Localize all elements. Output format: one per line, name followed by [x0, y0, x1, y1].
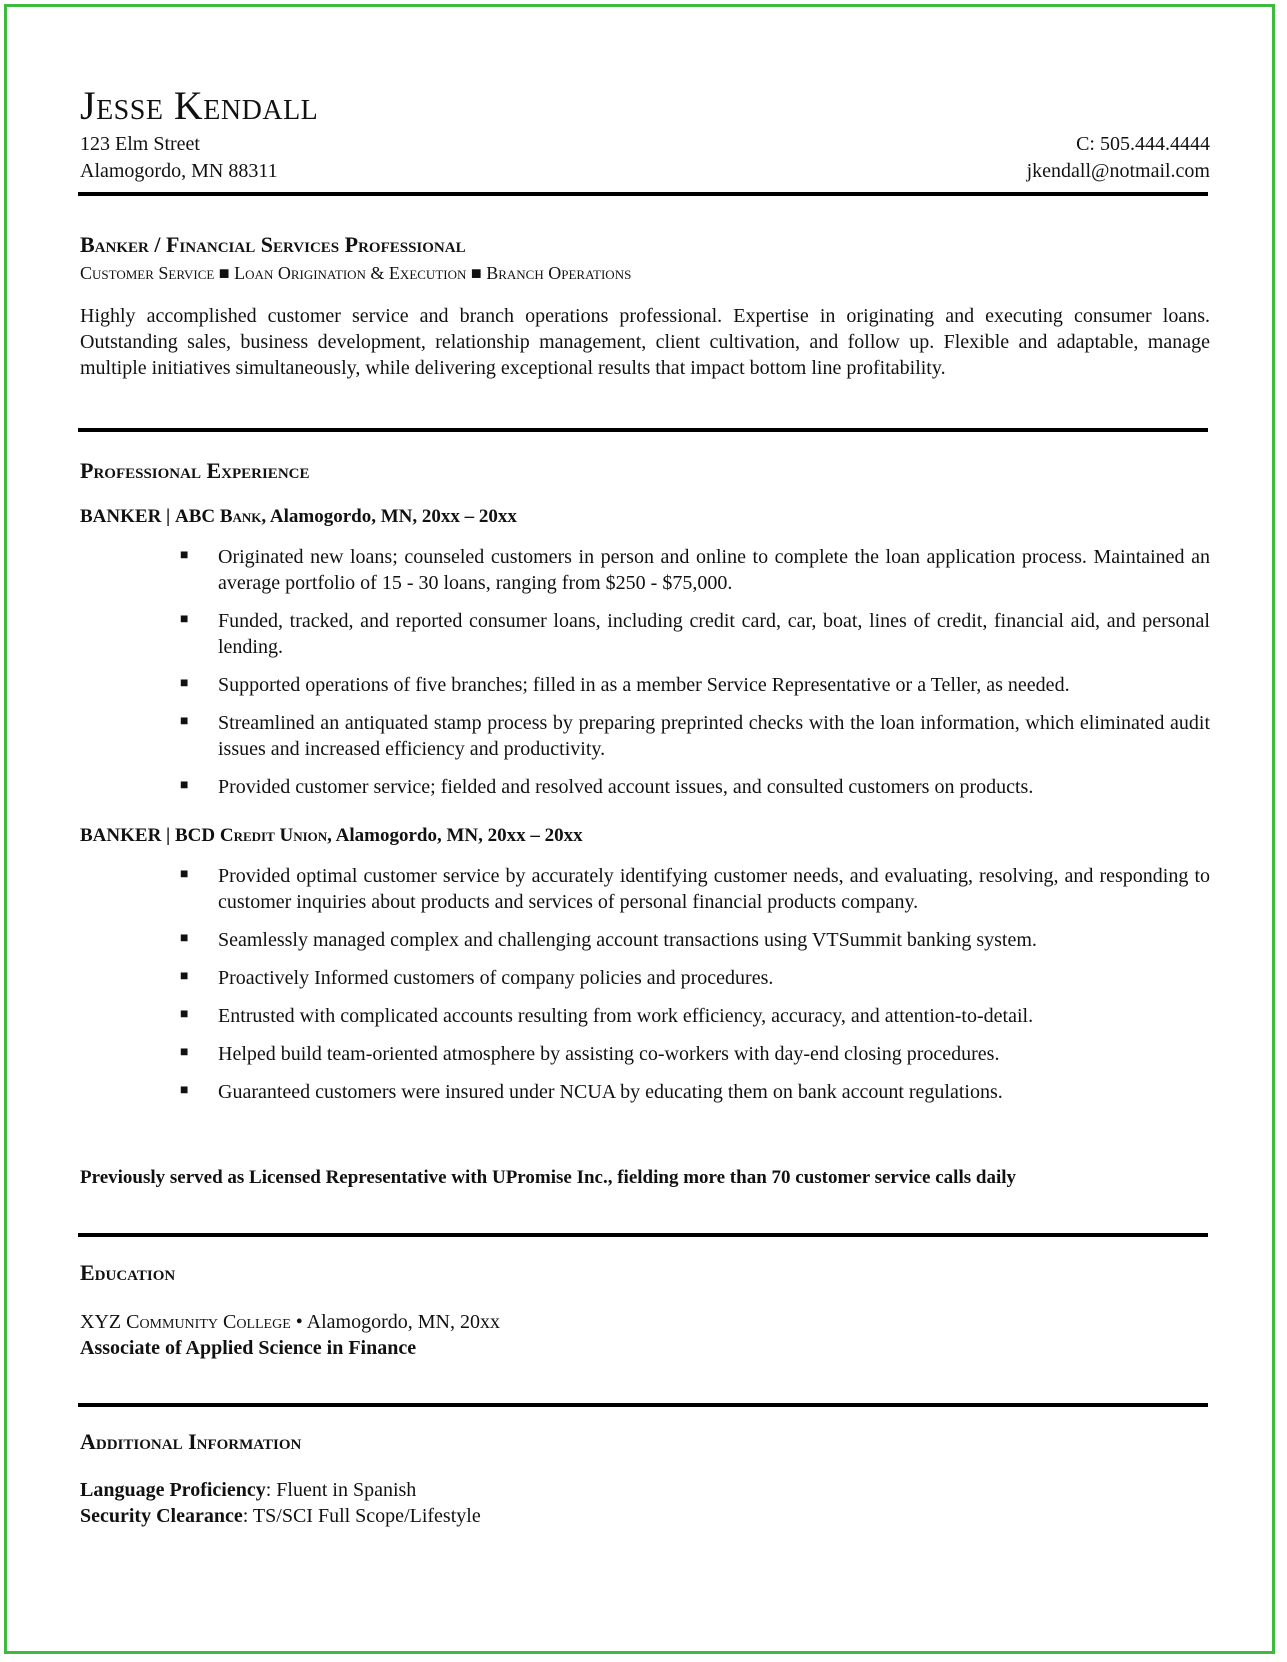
clearance-value: : TS/SCI Full Scope/Lifestyle	[242, 1505, 481, 1527]
language-label: Language Proficiency	[80, 1479, 266, 1501]
contact-info	[1027, 131, 1210, 185]
language-line	[80, 1477, 416, 1503]
list-item: ■ Helped build team-oriented atmosphere by assisting co-workers with day-end closing procedures.	[180, 1041, 1210, 1067]
list-item: ■ Provided customer service; fielded and resolved account issues, and consulted customers on products.	[180, 774, 1210, 800]
address	[80, 131, 278, 185]
list-item: ■ Guaranteed customers were insured under NCUA by educating them on bank account regulations.	[180, 1079, 1210, 1105]
job-location-dates: , Alamogordo, MN, 20xx – 20xx	[261, 506, 517, 527]
divider	[78, 1233, 1208, 1237]
job-title: BANKER |	[80, 506, 175, 527]
clearance-label: Security Clearance	[80, 1505, 243, 1527]
education-heading: Education	[80, 1260, 176, 1285]
job-bullets	[180, 544, 1210, 800]
bullet-icon: ■	[180, 931, 189, 946]
bullet-icon: ■	[180, 1045, 189, 1060]
bullet-icon: ■	[180, 1007, 189, 1022]
phone: C: 505.444.4444	[1076, 133, 1210, 155]
school-detail: • Alamogordo, MN, 20xx	[290, 1311, 500, 1333]
list-item: ■ Funded, tracked, and reported consumer loans, including credit card, car, boat, lines of credit, financial aid, and personal lending.	[180, 608, 1210, 660]
job-bullets	[180, 863, 1210, 1105]
bullet-icon: ■	[180, 778, 189, 793]
list-item: ■ Streamlined an antiquated stamp process by preparing preprinted checks with the loan information, which eliminated audit issues and increased efficiency and productivity.	[180, 710, 1210, 762]
bullet-icon: ■	[180, 676, 189, 691]
job-company: BCD Credit Union	[174, 825, 328, 846]
list-item: ■ Provided optimal customer service by accurately identifying customer needs, and evaluating, resolving, and responding to customer inquiries about products and services of personal financial products company.	[180, 863, 1210, 915]
address-line2: Alamogordo, MN 88311	[80, 160, 278, 182]
headline-title: Banker / Financial Services Professional	[80, 232, 466, 257]
divider	[78, 428, 1208, 432]
bullet-icon: ■	[180, 548, 189, 563]
headline-tagline: Customer Service ■ Loan Origination & Execution ■ Branch Operations	[80, 263, 632, 283]
list-item: ■ Seamlessly managed complex and challenging account transactions using VTSummit banking system.	[180, 927, 1210, 953]
divider	[78, 192, 1208, 196]
school-name: XYZ Community College	[80, 1311, 291, 1333]
bullet-icon: ■	[180, 714, 189, 729]
job-title: BANKER |	[80, 825, 175, 846]
bullet-icon: ■	[180, 969, 189, 984]
experience-heading: Professional Experience	[80, 458, 310, 483]
list-item: ■ Entrusted with complicated accounts resulting from work efficiency, accuracy, and attention-to-detail.	[180, 1003, 1210, 1029]
list-item: ■ Originated new loans; counseled customers in person and online to complete the loan application process. Maintained an average portfolio of 15 - 30 loans, ranging from $250 - $75,000.	[180, 544, 1210, 596]
job-company: ABC Bank	[174, 506, 262, 527]
job-title-line	[80, 505, 517, 529]
list-item: ■ Supported operations of five branches; filled in as a member Service Representative or a Teller, as needed.	[180, 672, 1210, 698]
bullet-icon: ■	[180, 867, 189, 882]
address-line1: 123 Elm Street	[80, 133, 200, 155]
bullet-icon: ■	[180, 612, 189, 627]
degree: Associate of Applied Science in Finance	[80, 1337, 417, 1359]
job-location-dates: , Alamogordo, MN, 20xx – 20xx	[327, 825, 583, 846]
education-school-line	[80, 1309, 500, 1335]
list-item: ■ Proactively Informed customers of company policies and procedures.	[180, 965, 1210, 991]
prior-experience-note: Previously served as Licensed Representative with UPromise Inc., fielding more than 70 customer service calls daily	[80, 1167, 1017, 1188]
summary: Highly accomplished customer service and branch operations professional. Expertise in originating and executing consumer loans. Outstanding sales, business development, relationship management, client cultivation, and follow up. Flexible and adaptable, manage multiple initiatives simultaneously, while delivering exceptional results that impact bottom line profitability.	[80, 305, 1210, 379]
candidate-name: Jesse Kendall	[80, 83, 319, 128]
bullet-icon: ■	[180, 1083, 189, 1098]
additional-heading: Additional Information	[80, 1429, 302, 1454]
job-title-line	[80, 824, 583, 848]
language-value: : Fluent in Spanish	[265, 1479, 417, 1501]
email: jkendall@notmail.com	[1026, 160, 1210, 182]
divider	[78, 1403, 1208, 1407]
clearance-line	[80, 1503, 481, 1529]
